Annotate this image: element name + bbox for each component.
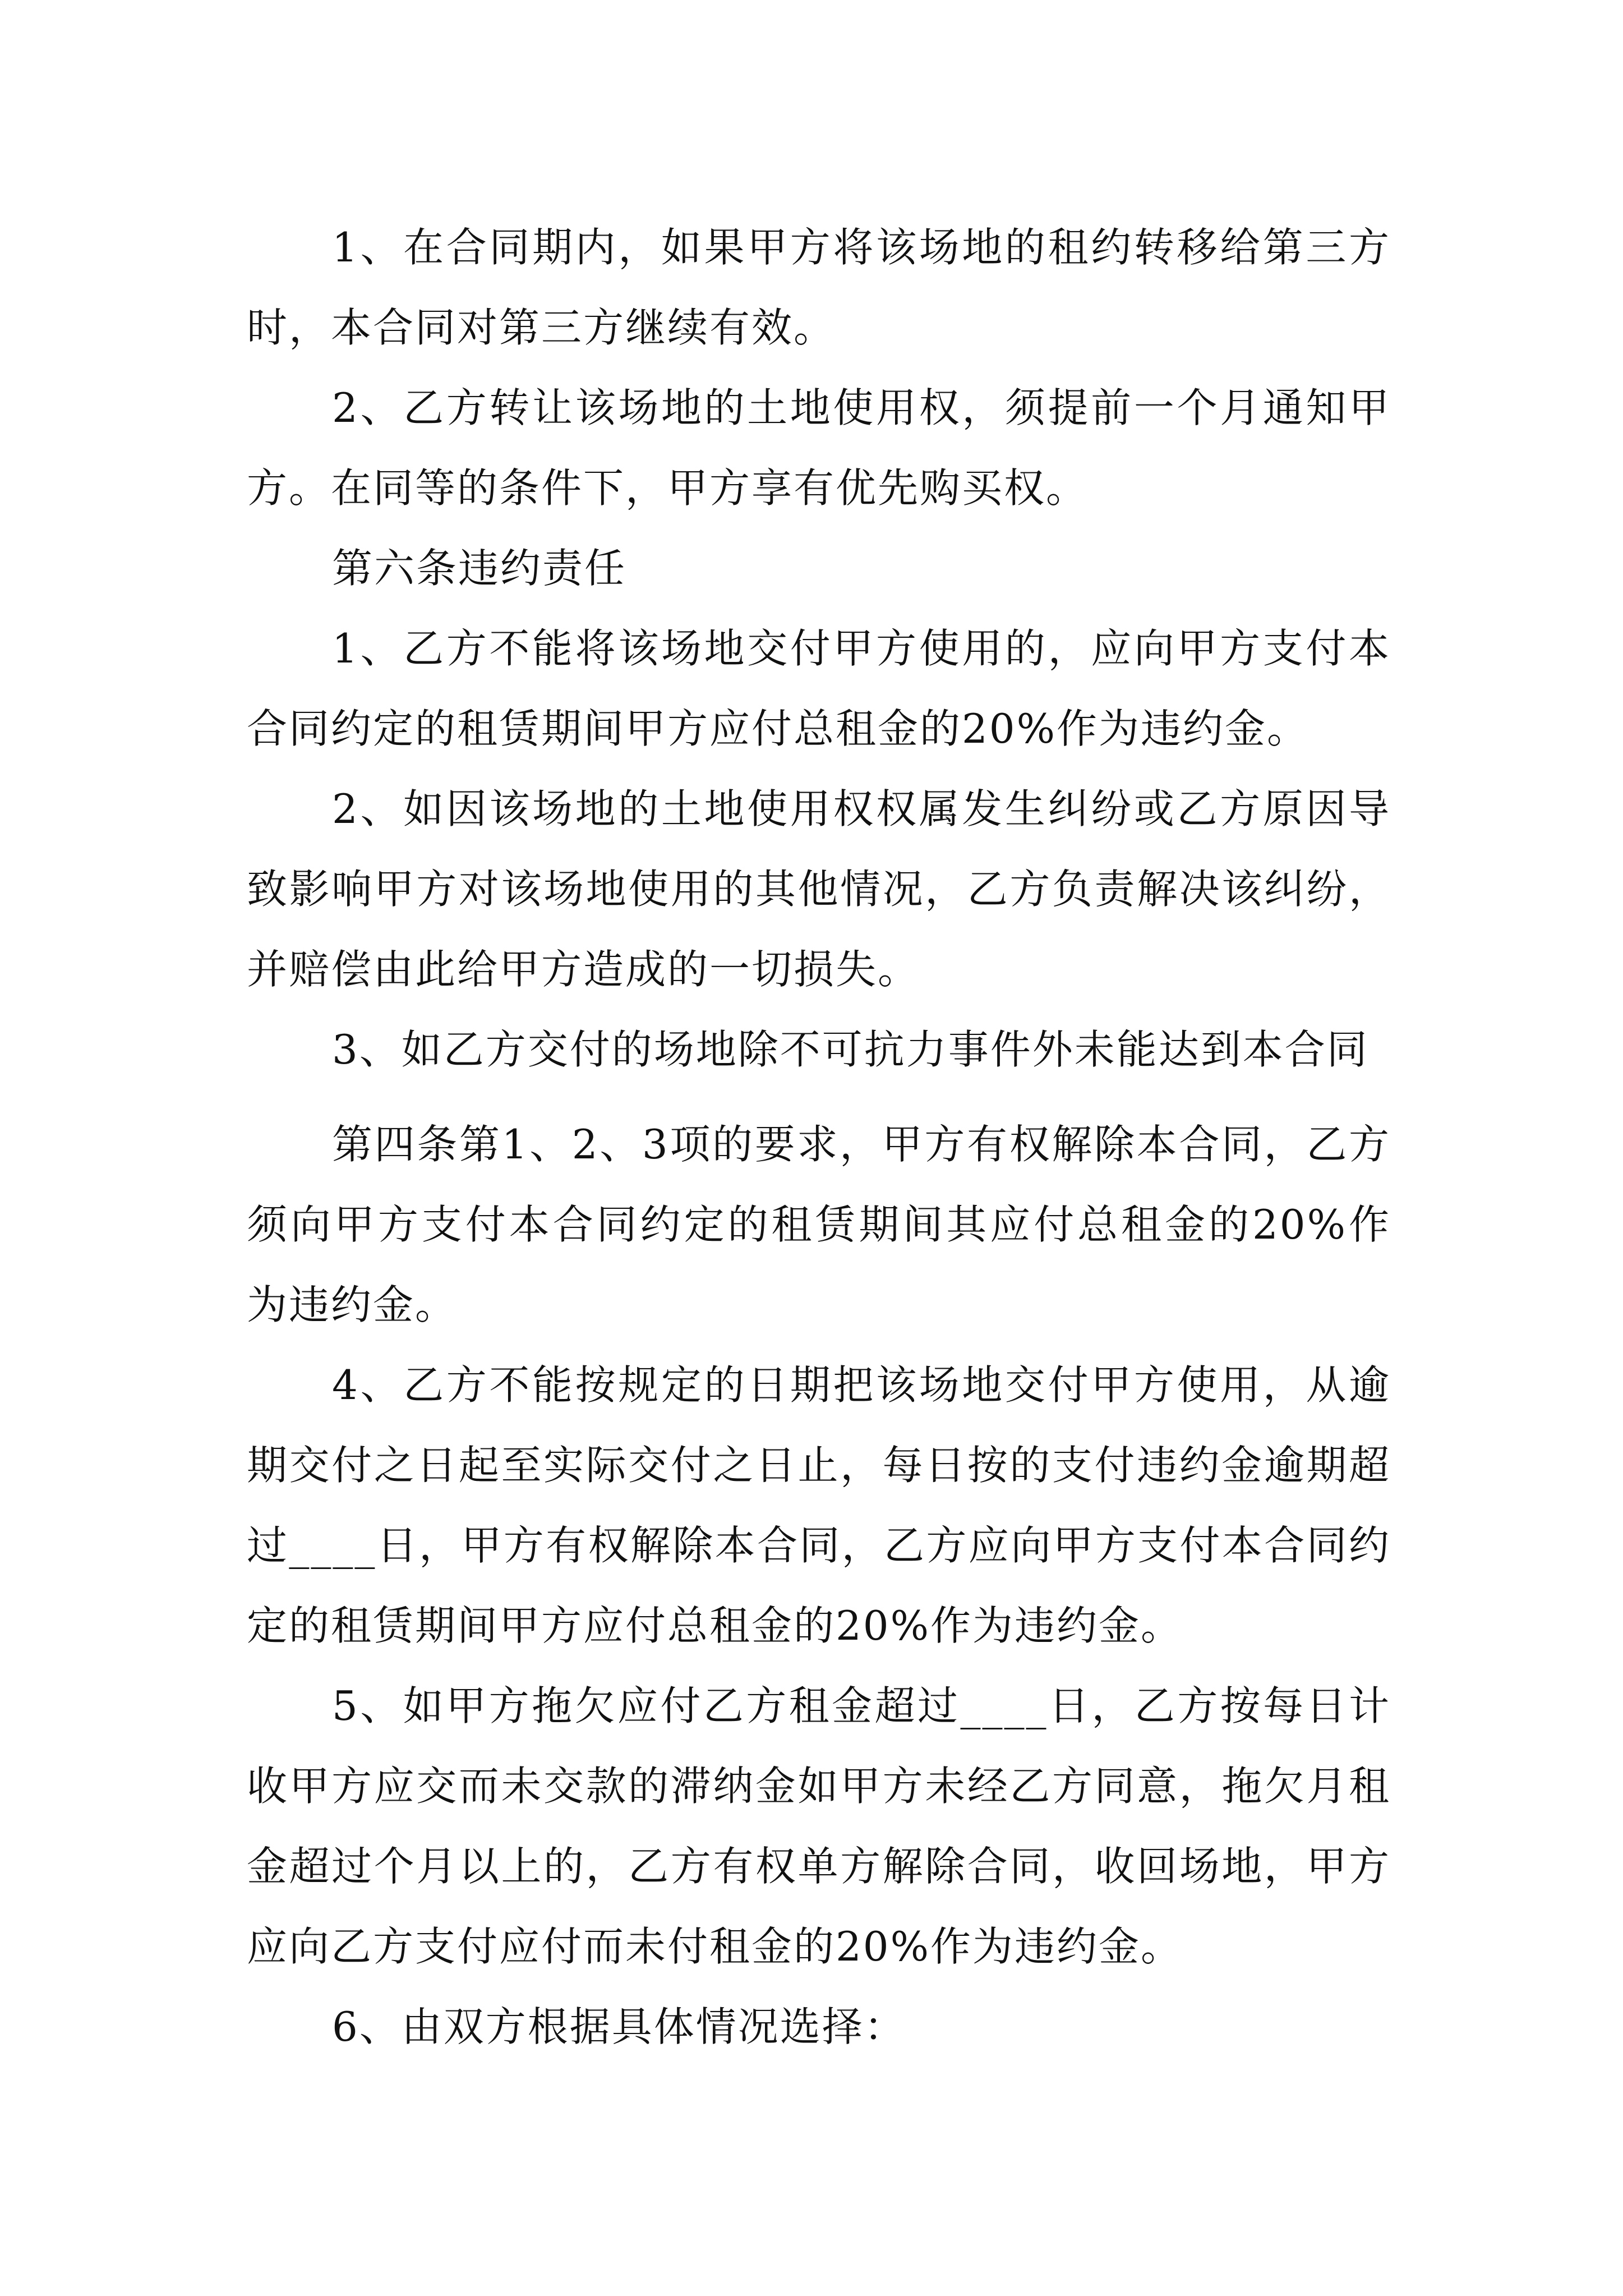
paragraph-breach-4: 4、乙方不能按规定的日期把该场地交付甲方使用，从逾期交付之日起至实际交付之日止，每日按的支付违约金逾期超过____日，甲方有权解除本合同，乙方应向甲方支付本合同约定的租赁期间甲方应付总租金的20%作为违约金。 [247,1361,1391,1649]
paragraph-breach-6: 6、由双方根据具体情况选择： [332,2003,906,2050]
paragraph-lease-transfer: 1、在合同期内，如果甲方将该场地的租约转移给第三方时，本合同对第三方继续有效。 [247,224,1391,351]
document-body [247,208,1391,2067]
paragraph-breach-5: 5、如甲方拖欠应付乙方租金超过____日，乙方按每日计收甲方应交而未交款的滞纳金如甲方未经乙方同意，拖欠月租金超过个月以上的，乙方有权单方解除合同，收回场地，甲方应向乙方支付应付而未付租金的20%作为违约金。 [247,1682,1391,1970]
paragraph-breach-1: 1、乙方不能将该场地交付甲方使用的，应向甲方支付本合同约定的租赁期间甲方应付总租金的20%作为违约金。 [247,625,1391,752]
paragraph-breach-2: 2、如因该场地的土地使用权权属发生纠纷或乙方原因导致影响甲方对该场地使用的其他情况，乙方负责解决该纠纷，并赔偿由此给甲方造成的一切损失。 [247,785,1391,993]
section-heading-breach: 第六条违约责任 [332,545,627,592]
paragraph-breach-3-continued: 第四条第1、2、3项的要求，甲方有权解除本合同，乙方须向甲方支付本合同约定的租赁期间其应付总租金的20%作为违约金。 [247,1121,1391,1328]
paragraph-breach-3: 3、如乙方交付的场地除不可抗力事件外未能达到本合同 [332,1026,1369,1073]
paragraph-land-use-transfer: 2、乙方转让该场地的土地使用权，须提前一个月通知甲方。在同等的条件下，甲方享有优先购买权。 [247,384,1391,512]
